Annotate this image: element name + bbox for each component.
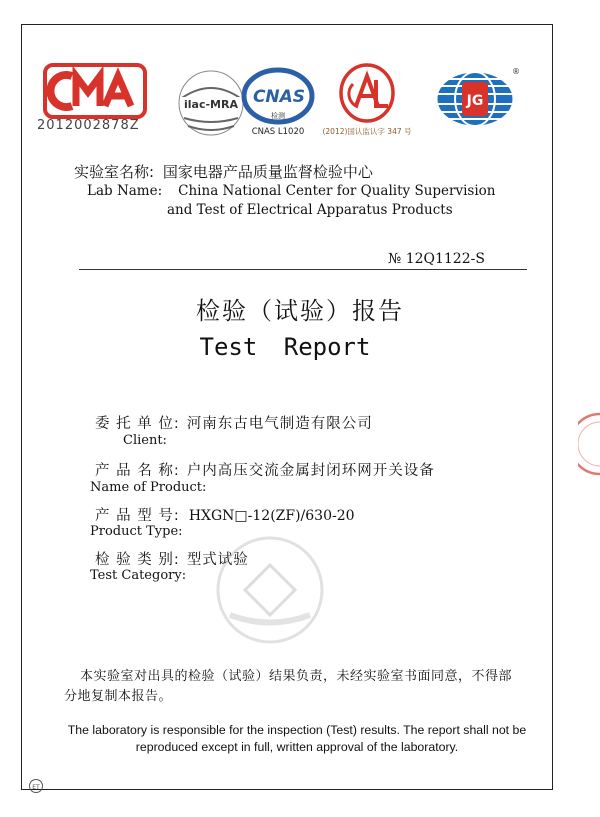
cal-code: (2012)国认监认字 347 号 (322, 127, 412, 136)
product-type-value: HXGN□-12(ZF)/630-20 (188, 508, 355, 524)
field-test-category (95, 548, 249, 569)
notice-en: The laboratory is responsible for the inspection (Test) results. The report shall not be reproduced except in full, written approval of the laboratory. (67, 723, 527, 754)
ilac-mra-logo (176, 68, 246, 138)
test-category-label-en: Test Category: (90, 568, 187, 583)
field-product-type (95, 504, 355, 525)
product-name-label-en: Name of Product: (90, 480, 207, 495)
edge-red-seal (578, 412, 600, 476)
cnas-sub-cn: 检测 (271, 112, 285, 120)
lab-name-en-line1 (87, 183, 496, 199)
product-name-value: 户内高压交流金属封闭环网开关设备 (186, 463, 435, 479)
client-value: 河南东古电气制造有限公司 (186, 416, 373, 432)
registered-mark: ® (512, 67, 520, 76)
cma-code: 2012002878Z (37, 118, 140, 133)
cnas-logo (240, 66, 316, 138)
svg-text:JG: JG (466, 93, 484, 109)
lab-name-en-line2: and Test of Electrical Apparatus Products (167, 202, 453, 218)
title-cn: 检验（试验）报告 (196, 297, 404, 325)
cnas-code: CNAS L1020 (251, 127, 305, 137)
report-number: № 12Q1122-S (388, 251, 485, 267)
product-type-label-en: Product Type: (90, 524, 183, 539)
lab-name-cn (74, 161, 373, 182)
lab-name-label-cn: 实验室名称: (74, 163, 155, 181)
cma-logo (42, 62, 148, 120)
test-category-value: 型式试验 (186, 552, 249, 568)
product-type-label-cn: 产 品 型 号: (95, 508, 180, 524)
test-category-label-cn: 检 验 类 别: (95, 552, 180, 568)
footer-mark-icon (28, 778, 44, 794)
client-label-en: Client: (123, 433, 167, 448)
lab-name-value-cn: 国家电器产品质量监督检验中心 (162, 163, 373, 181)
cal-logo (320, 62, 414, 138)
brand-globe-logo (432, 64, 522, 130)
title-en: Test Report (199, 333, 371, 361)
field-client (95, 412, 373, 433)
product-name-label-cn: 产 品 名 称: (95, 463, 180, 479)
client-label-cn: 委 托 单 位: (95, 416, 180, 432)
lab-name-value-en-1: China National Center for Quality Supervision (178, 183, 496, 199)
notice-cn: 本实验室对出具的检验（试验）结果负责，未经实验室书面同意，不得部分地复制本报告。 (64, 669, 513, 704)
ilac-text: ilac-MRA (184, 98, 238, 111)
field-product-name (95, 459, 435, 480)
cnas-text: CNAS (252, 87, 306, 107)
svg-text:ET: ET (32, 784, 40, 791)
lab-name-label-en: Lab Name: (87, 183, 163, 199)
header-divider (79, 269, 527, 270)
